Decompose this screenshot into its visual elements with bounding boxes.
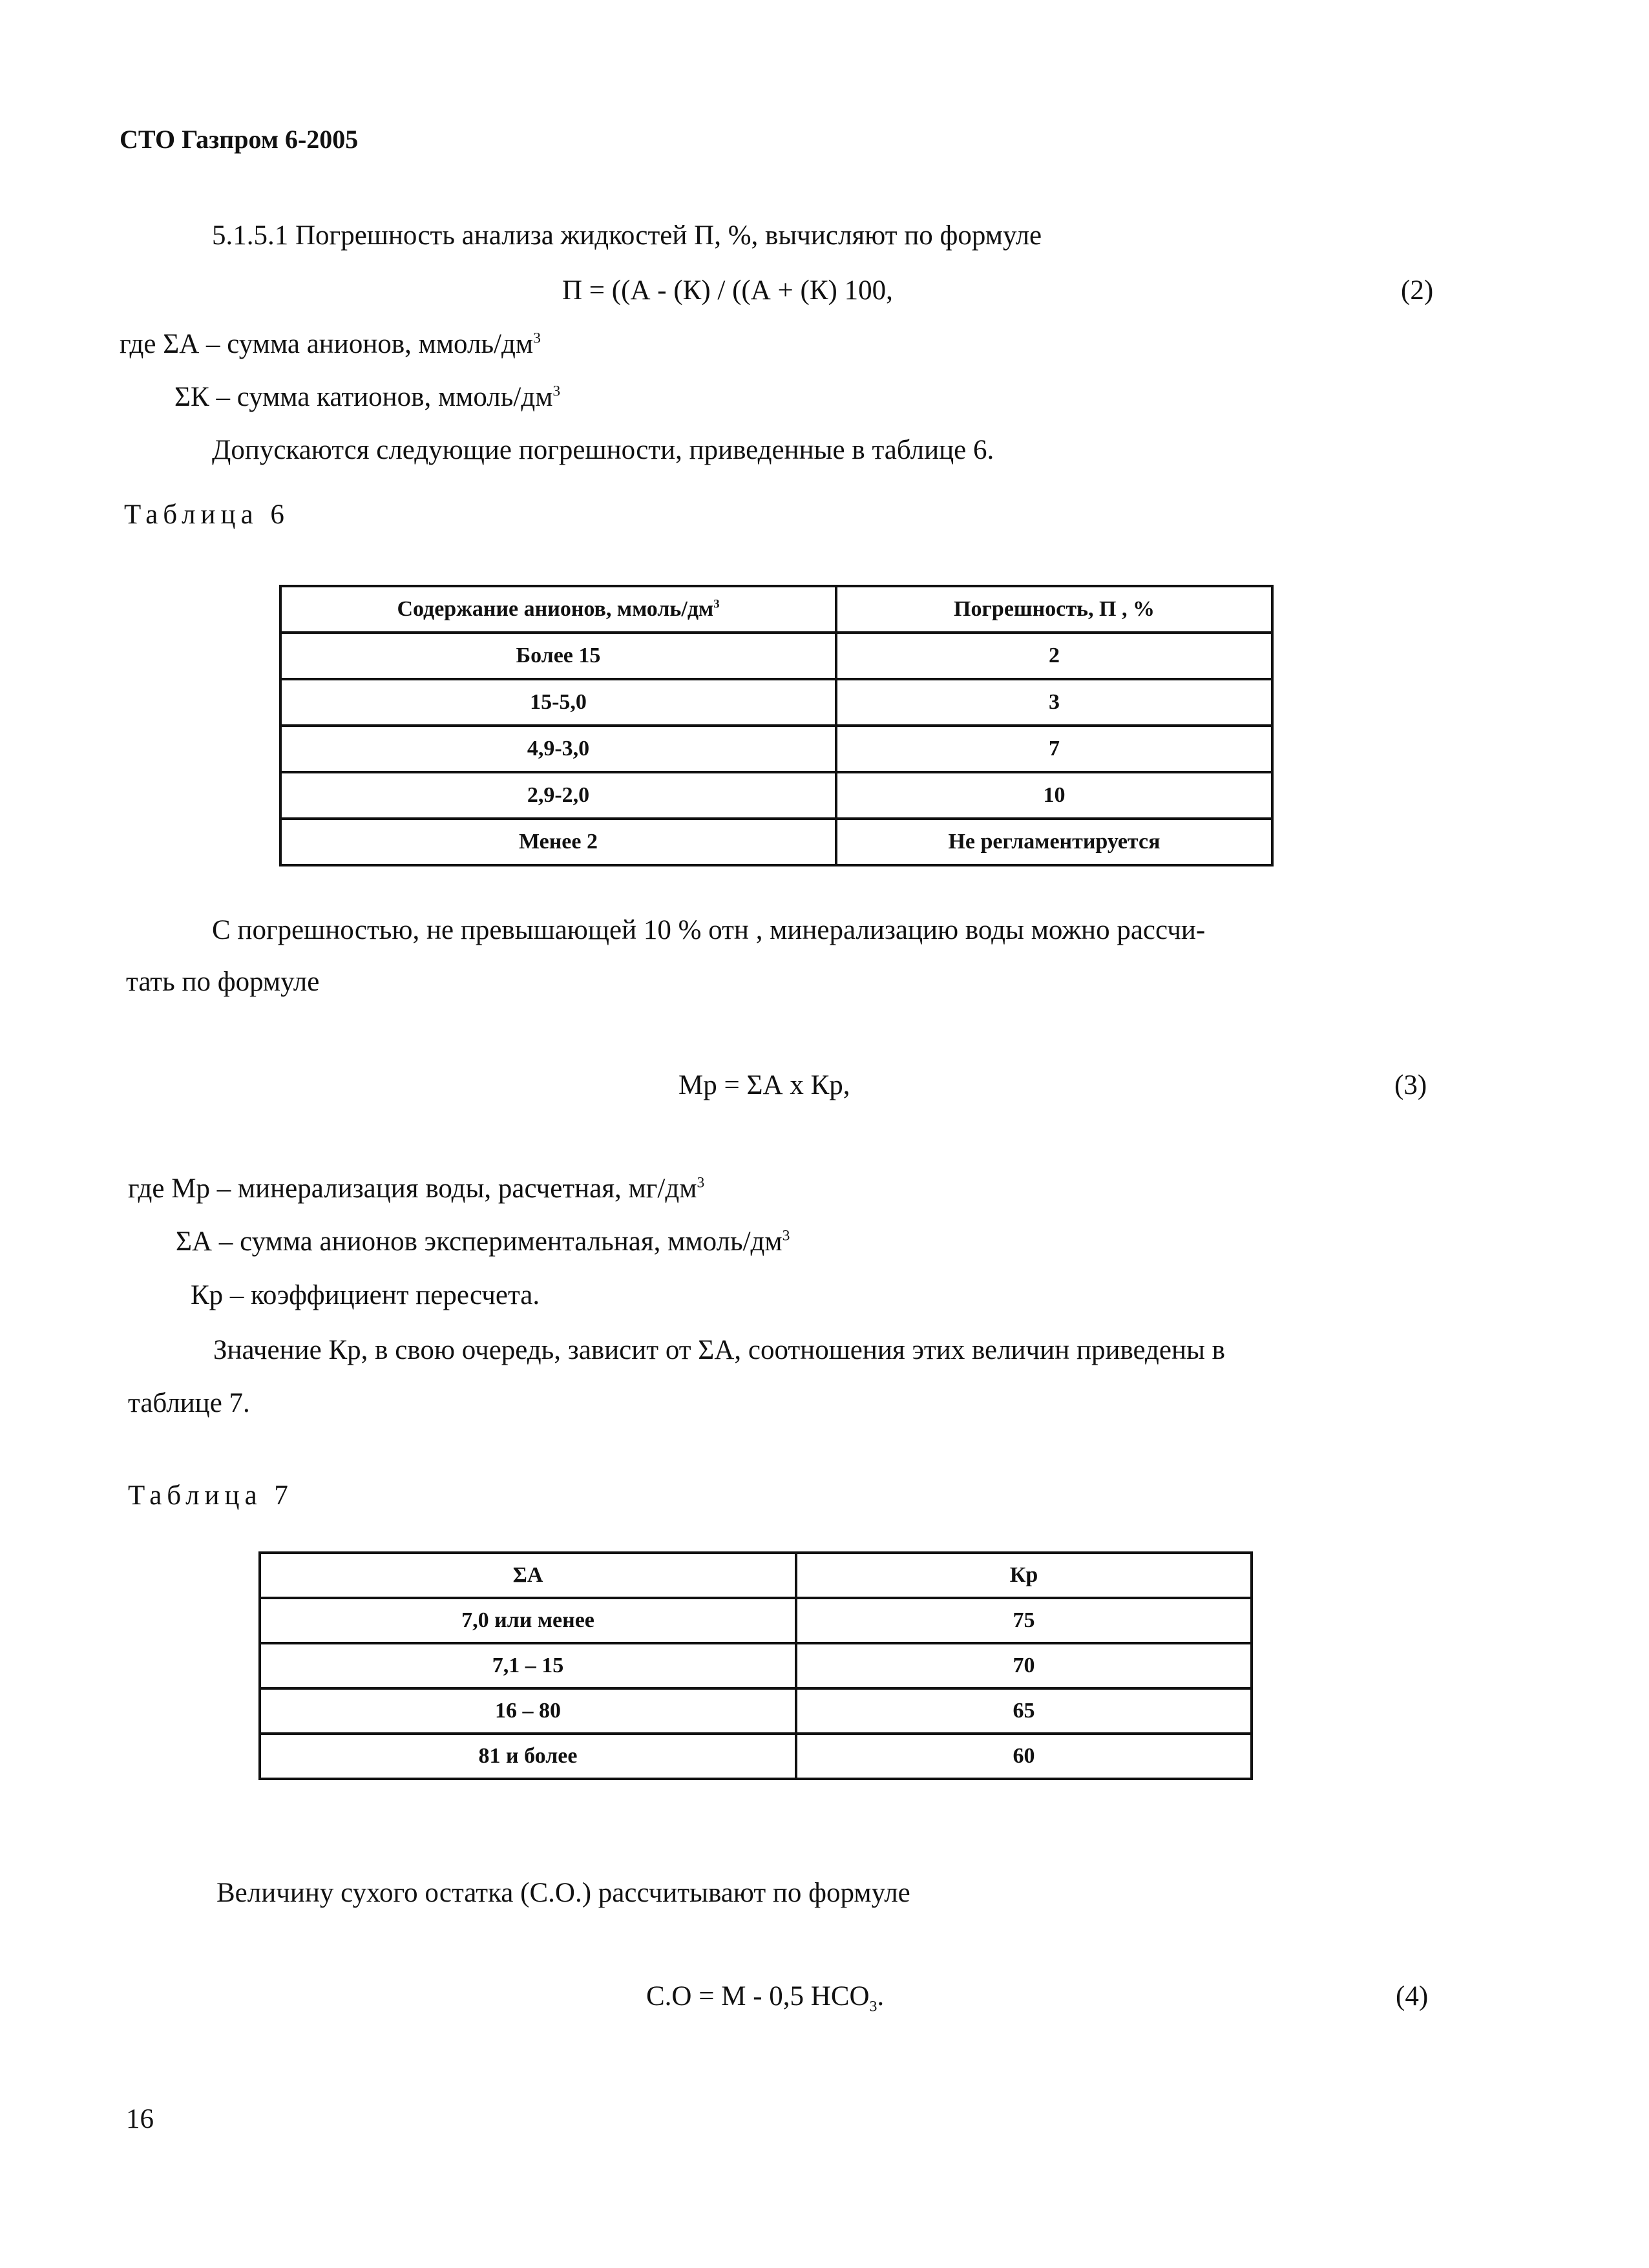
table-row [280, 772, 1272, 819]
where-sum-cations [174, 381, 560, 414]
table6-cell-error: 3 [836, 679, 1272, 726]
table7-cell-kp: 60 [796, 1734, 1252, 1779]
paragraph-mineralization-line1: С погрешностью, не превышающей 10 % отн , минерализацию воды можно рассчи- [212, 915, 1206, 945]
table-row [260, 1734, 1252, 1779]
where-sum-cations-sup: 3 [552, 383, 561, 400]
table6-cell-range: 15-5,0 [280, 679, 836, 726]
table6-cell-error: 10 [836, 772, 1272, 819]
table-row [280, 819, 1272, 865]
table6-cell-range: Менее 2 [280, 819, 836, 865]
formula-2: П = ((А - (К) / ((А + (К) 100, [562, 275, 893, 306]
where-mineralization-sup: 3 [697, 1174, 705, 1192]
table-6 [279, 585, 1274, 866]
formula-4-end: . [877, 1981, 885, 2011]
formula-4-number: (4) [1396, 1981, 1429, 2011]
table-row [260, 1598, 1252, 1643]
paragraph-kp-line2: таблице 7. [128, 1388, 250, 1418]
paragraph-kp-line1: Значение Кр, в свою очередь, зависит от ΣА, соотношения этих величин приведены в [213, 1335, 1225, 1365]
page-number: 16 [126, 2104, 154, 2134]
table6-header-anions: Содержание анионов, ммоль/$дм^3$ [280, 586, 836, 633]
where-mineralization [128, 1173, 704, 1205]
where-sum-anions-text: где ΣА – сумма анионов, ммоль/дм [120, 329, 534, 359]
formula-4-text: С.О = М - 0,5 НСО [646, 1981, 870, 2011]
table6-header-row [280, 586, 1272, 633]
paragraph-dry-residue: Величину сухого остатка (С.О.) рассчитывают по формуле [216, 1878, 910, 1908]
where-sum-anions-sup: 3 [533, 330, 541, 347]
paragraph-mineralization-line2: тать по формуле [126, 967, 320, 997]
table-row [260, 1688, 1252, 1734]
where-sum-anions [120, 328, 541, 361]
formula-3: Мр = ΣА х Кр, [678, 1070, 850, 1100]
formula-3-number: (3) [1394, 1070, 1427, 1100]
table-row [280, 679, 1272, 726]
where-coefficient: Кр – коэффициент пересчета. [191, 1280, 540, 1310]
table7-header-sum: ΣА [260, 1553, 796, 1598]
formula-2-number: (2) [1401, 275, 1434, 306]
table6-cell-range: 4,9-3,0 [280, 726, 836, 772]
table-row [260, 1643, 1252, 1688]
table-7 [258, 1551, 1253, 1780]
formula-4-sub: 3 [869, 1998, 877, 2015]
table7-cell-sum: 81 и более [260, 1734, 796, 1779]
table-row [280, 726, 1272, 772]
table7-cell-sum: 7,1 – 15 [260, 1643, 796, 1688]
where-sum-anions-exp-text: ΣА – сумма анионов экспериментальная, ммоль/дм [176, 1226, 782, 1257]
table7-caption: Таблица 7 [128, 1480, 293, 1511]
where-sum-anions-exp [176, 1226, 790, 1258]
formula-4 [646, 1980, 884, 2013]
table7-header-row [260, 1553, 1252, 1598]
where-sum-anions-exp-sup: 3 [782, 1227, 790, 1244]
table7-cell-sum: 16 – 80 [260, 1688, 796, 1734]
table7-cell-sum: 7,0 или менее [260, 1598, 796, 1643]
table6-cell-range: 2,9-2,0 [280, 772, 836, 819]
table7-header-kp: Кр [796, 1553, 1252, 1598]
table7-cell-kp: 65 [796, 1688, 1252, 1734]
paragraph-allowed-errors: Допускаются следующие погрешности, приведенные в таблице 6. [212, 435, 994, 465]
paragraph-error-formula-intro: 5.1.5.1 Погрешность анализа жидкостей П, %, вычисляют по формуле [212, 220, 1042, 251]
table7-cell-kp: 75 [796, 1598, 1252, 1643]
table6-caption: Таблица 6 [124, 499, 289, 530]
where-sum-cations-text: ΣК – сумма катионов, ммоль/дм [174, 382, 553, 412]
table6-cell-error: 7 [836, 726, 1272, 772]
where-mineralization-text: где Мр – минерализация воды, расчетная, мг/дм [128, 1173, 697, 1204]
table-row [280, 633, 1272, 679]
table6-cell-error: 2 [836, 633, 1272, 679]
table6-cell-range: Более 15 [280, 633, 836, 679]
document-header: СТО Газпром 6-2005 [120, 125, 359, 154]
table6-header-error: Погрешность, П , % [836, 586, 1272, 633]
table7-cell-kp: 70 [796, 1643, 1252, 1688]
table6-cell-error: Не регламентируется [836, 819, 1272, 865]
